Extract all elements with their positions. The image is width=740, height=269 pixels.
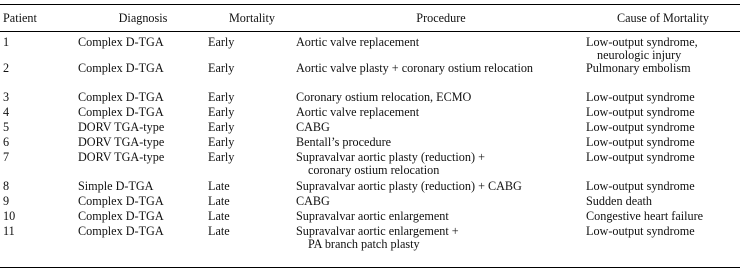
cell-cause-line: Low-output syndrome: [586, 150, 695, 164]
table-row: [0, 225, 740, 254]
header-patient: Patient: [3, 10, 37, 25]
cell-diagnosis: Complex D-TGA: [78, 194, 164, 208]
cell-cause: [586, 136, 740, 151]
cell-procedure-line: CABG: [296, 120, 330, 134]
cell-procedure-line: PA branch patch plasty: [308, 237, 420, 251]
cell-procedure-line: CABG: [296, 194, 330, 208]
cell-procedure-line: Supravalvar aortic plasty (reduction) +: [296, 150, 485, 164]
cell-cause: [586, 225, 740, 254]
mortality-table: [0, 5, 740, 254]
cell-cause: [586, 91, 740, 106]
cell-patient: 11: [3, 224, 15, 238]
header-row: [0, 5, 740, 31]
cell-procedure-line: Supravalvar aortic plasty (reduction) + CABG: [296, 179, 522, 193]
header-diagnosis: Diagnosis: [118, 10, 168, 25]
cell-mortality: Early: [208, 61, 235, 75]
cell-procedure: [296, 136, 586, 151]
cell-cause-line: Pulmonary embolism: [586, 61, 691, 75]
table-row: [0, 195, 740, 210]
cell-patient: 2: [3, 61, 10, 75]
cell-mortality: Early: [208, 90, 235, 104]
cell-cause-line: Low-output syndrome: [586, 135, 695, 149]
cell-procedure: [296, 210, 586, 225]
cell-procedure-line: Aortic valve plasty + coronary ostium relocation: [296, 61, 534, 75]
cell-cause-line: Low-output syndrome: [586, 90, 695, 104]
cell-procedure: [296, 31, 586, 62]
cell-procedure-line: Coronary ostium relocation, ECMO: [296, 90, 472, 104]
table-row: [0, 180, 740, 195]
cell-procedure: [296, 180, 586, 195]
cell-mortality: Late: [208, 224, 230, 238]
cell-diagnosis: DORV TGA-type: [78, 120, 165, 134]
cell-cause-line: Low-output syndrome: [586, 224, 695, 238]
cell-cause-line: neurologic injury: [597, 48, 682, 62]
cell-patient: 1: [3, 35, 10, 49]
table-row: [0, 121, 740, 136]
cell-cause-line: Low-output syndrome: [586, 179, 695, 193]
header-cause-of-mortality: Cause of Mortality: [616, 10, 710, 25]
cell-mortality: Early: [208, 150, 235, 164]
cell-procedure: [296, 225, 586, 254]
cell-patient: 4: [3, 105, 10, 119]
cell-procedure-line: Aortic valve replacement: [296, 105, 420, 119]
cell-cause-line: Congestive heart failure: [586, 209, 704, 223]
cell-cause-line: Low-output syndrome: [586, 120, 695, 134]
cell-diagnosis: Simple D-TGA: [78, 179, 154, 193]
cell-cause: [586, 121, 740, 136]
cell-diagnosis: Complex D-TGA: [78, 90, 164, 104]
table-row: [0, 62, 740, 91]
cell-procedure: [296, 121, 586, 136]
table-row: [0, 151, 740, 180]
cell-procedure-line: Supravalvar aortic enlargement +: [296, 224, 459, 238]
cell-patient: 3: [3, 90, 10, 104]
table-row: [0, 106, 740, 121]
header-mortality: Mortality: [228, 10, 276, 25]
cell-cause-line: Low-output syndrome,: [586, 35, 698, 49]
cell-cause: [586, 62, 740, 91]
cell-diagnosis: Complex D-TGA: [78, 224, 164, 238]
table-row: [0, 210, 740, 225]
cell-cause: [586, 210, 740, 225]
cell-cause-line: Sudden death: [586, 194, 653, 208]
cell-mortality: Early: [208, 105, 235, 119]
cell-patient: 8: [3, 179, 10, 193]
cell-diagnosis: Complex D-TGA: [78, 61, 164, 75]
cell-mortality: Early: [208, 135, 235, 149]
cell-procedure-line: Bentall’s procedure: [296, 135, 392, 149]
cell-procedure: [296, 106, 586, 121]
cell-procedure: [296, 195, 586, 210]
table-row: [0, 31, 740, 62]
cell-mortality: Late: [208, 194, 230, 208]
cell-patient: 7: [3, 150, 10, 164]
cell-cause: [586, 151, 740, 180]
table-row: [0, 91, 740, 106]
cell-cause: [586, 180, 740, 195]
cell-mortality: Early: [208, 120, 235, 134]
header-procedure: Procedure: [416, 10, 466, 25]
cell-diagnosis: Complex D-TGA: [78, 105, 164, 119]
cell-cause: [586, 106, 740, 121]
cell-procedure: [296, 151, 586, 180]
cell-procedure-line: Supravalvar aortic enlargement: [296, 209, 449, 223]
cell-mortality: Late: [208, 209, 230, 223]
cell-diagnosis: Complex D-TGA: [78, 35, 164, 49]
cell-cause-line: Low-output syndrome: [586, 105, 695, 119]
cell-patient: 9: [3, 194, 10, 208]
cell-patient: 10: [3, 209, 16, 223]
cell-diagnosis: DORV TGA-type: [78, 135, 165, 149]
cell-procedure: [296, 91, 586, 106]
table-body: [0, 31, 740, 254]
cell-patient: 6: [3, 135, 10, 149]
bottom-rule: [0, 267, 740, 268]
cell-mortality: Early: [208, 35, 235, 49]
cell-mortality: Late: [208, 179, 230, 193]
cell-diagnosis: Complex D-TGA: [78, 209, 164, 223]
cell-procedure-line: coronary ostium relocation: [308, 163, 440, 177]
table-row: [0, 136, 740, 151]
cell-diagnosis: DORV TGA-type: [78, 150, 165, 164]
cell-patient: 5: [3, 120, 10, 134]
cell-procedure: [296, 62, 586, 91]
cell-cause: [586, 195, 740, 210]
cell-procedure-line: Aortic valve replacement: [296, 35, 420, 49]
cell-cause: [586, 31, 740, 62]
